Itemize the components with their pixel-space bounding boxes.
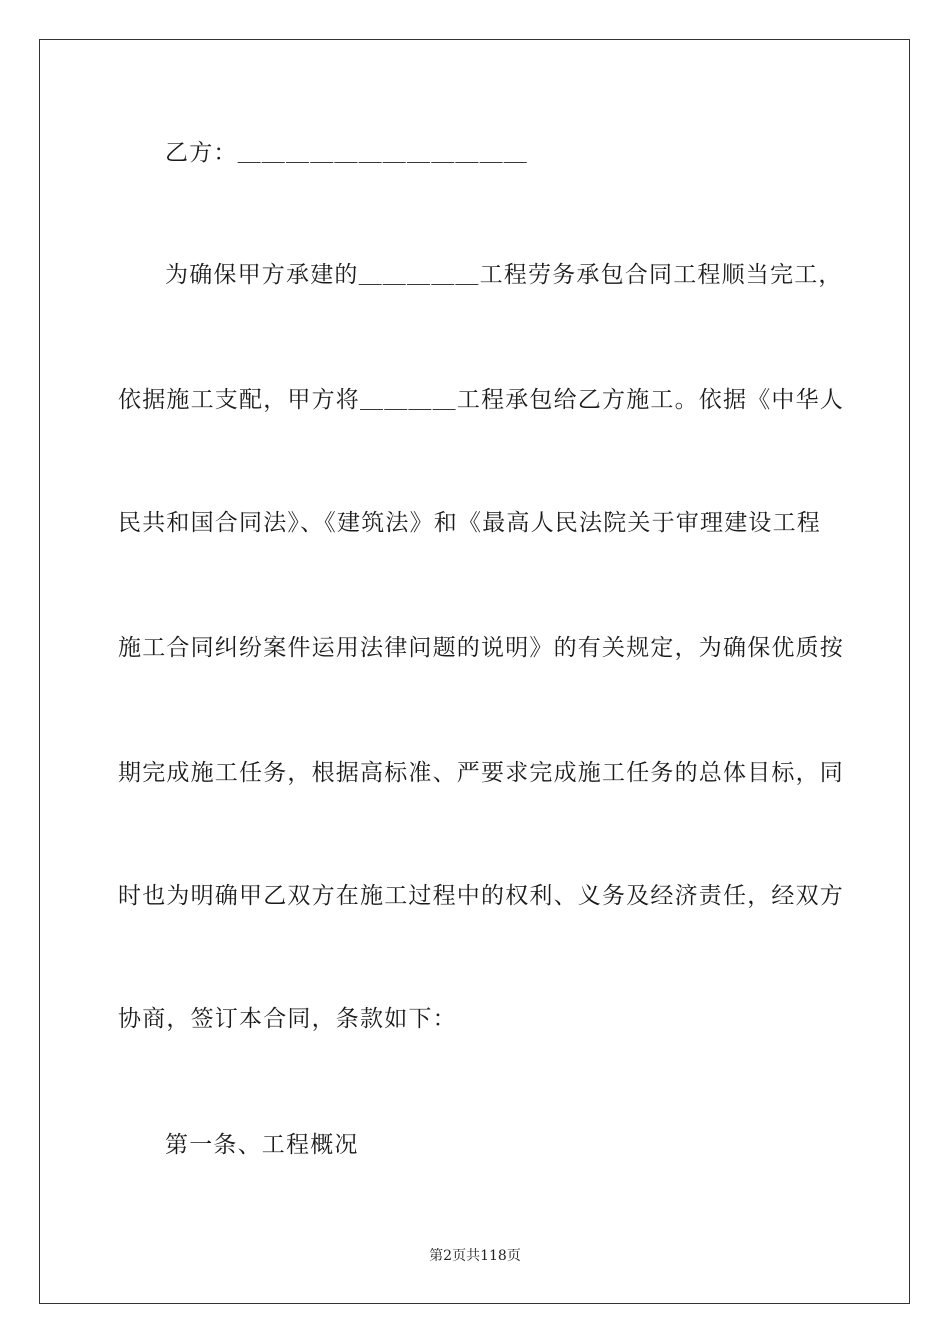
page-total: 共118页 [466, 1248, 521, 1264]
intro-line-1 [165, 260, 885, 290]
intro-line-1-end: 工程劳务承包合同工程顺当完工， [479, 262, 843, 288]
work-item-blank: ＿＿＿＿ [360, 387, 457, 413]
project-name-blank: ＿＿＿＿＿ [358, 262, 480, 288]
page-number: 第2页 [429, 1248, 467, 1264]
page-footer [0, 1247, 950, 1265]
intro-line-7: 协商，签订本合同，条款如下： [118, 1006, 457, 1032]
intro-line-3: 民共和国合同法》、《建筑法》和《最高人民法院关于审理建设工程 [118, 510, 821, 536]
intro-line-2-end: 工程承包给乙方施工。依据《中华人 [456, 387, 845, 413]
party-b-label: 乙方： [165, 140, 238, 166]
article-1-heading: 第一条、工程概况 [165, 1132, 359, 1158]
party-b-blank: ＿＿＿＿＿＿＿＿＿＿＿＿ [237, 140, 529, 166]
party-b-line [165, 138, 885, 168]
intro-line-2 [118, 385, 845, 415]
intro-line-5: 期完成施工任务，根据高标准、严要求完成施工任务的总体目标，同 [118, 760, 844, 786]
intro-line-4: 施工合同纠纷案件运用法律问题的说明》的有关规定，为确保优质按 [118, 635, 844, 661]
intro-line-2-start: 依据施工支配，甲方将 [118, 387, 360, 413]
intro-line-1-start: 为确保甲方承建的 [165, 262, 359, 288]
page-frame [39, 39, 910, 1304]
intro-line-6: 时也为明确甲乙双方在施工过程中的权利、义务及经济责任，经双方 [118, 883, 844, 909]
